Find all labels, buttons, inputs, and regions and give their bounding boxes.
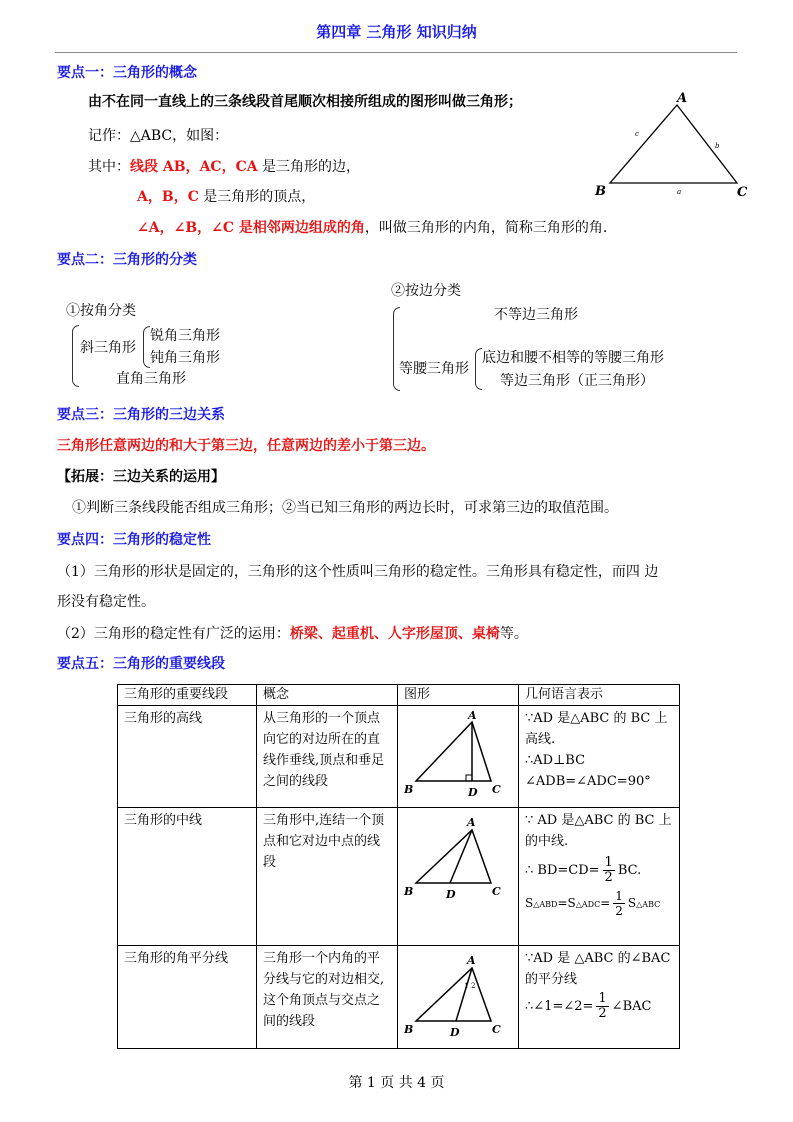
page-title: 第四章 三角形 知识归纳 bbox=[316, 23, 477, 41]
segment-concept: 三角形一个内角的平分线与它的对边相交,这个角顶点与交点之间的线段 bbox=[257, 946, 398, 1049]
text: 等。 bbox=[499, 626, 528, 642]
iso-non-equilateral: 底边和腰不相等的等腰三角形 bbox=[482, 350, 664, 366]
svg-text:1: 1 bbox=[464, 982, 469, 990]
text: ，叫做三角形的内角，简称三角形的角. bbox=[364, 220, 608, 236]
stability-p2 bbox=[57, 625, 528, 643]
svg-text:C: C bbox=[492, 783, 501, 796]
triangle-abc-figure bbox=[585, 88, 755, 203]
angles-line bbox=[137, 219, 607, 237]
text: ∴ BD=CD= bbox=[525, 863, 600, 878]
geometry-language bbox=[519, 706, 680, 808]
text: （2）三角形的稳定性有广泛的运用： bbox=[57, 626, 290, 642]
fraction: $\frac{1}{2}$ bbox=[598, 991, 607, 1021]
by-side: ②按边分类 bbox=[391, 283, 461, 299]
svg-text:A: A bbox=[467, 816, 476, 829]
figure-cell bbox=[398, 808, 519, 946]
angle-bisector-figure bbox=[404, 948, 509, 1038]
label: 其中： bbox=[88, 159, 130, 175]
equilateral: 等边三角形（正三角形） bbox=[500, 373, 654, 389]
header-cell: 图形 bbox=[398, 685, 519, 706]
stability-p1-cont: 形没有稳定性。 bbox=[57, 594, 155, 610]
header-cell: 概念 bbox=[257, 685, 398, 706]
sides: 线段 AB，AC，CA bbox=[130, 159, 258, 175]
svg-text:A: A bbox=[467, 954, 476, 967]
table-row bbox=[118, 808, 680, 946]
table-header bbox=[118, 685, 680, 706]
fraction: $\frac{1}{2}$ bbox=[604, 855, 613, 885]
altitude-figure bbox=[404, 708, 509, 798]
segment-concept: 三角形中,连结一个顶点和它对边中点的线段 bbox=[257, 808, 398, 946]
segment-name: 三角形的角平分线 bbox=[118, 946, 257, 1049]
svg-text:2: 2 bbox=[471, 982, 476, 990]
header-rule bbox=[55, 52, 737, 53]
svg-text:C: C bbox=[492, 1023, 501, 1036]
heading-3: 要点三：三角形的三边关系 bbox=[57, 407, 225, 423]
side-rule: 三角形任意两边的和大于第三边，任意两边的差小于第三边。 bbox=[57, 438, 435, 454]
geometry-language bbox=[519, 808, 680, 946]
text: BC. bbox=[617, 863, 642, 878]
brace bbox=[475, 348, 482, 390]
stability-p1: （1）三角形的形状是固定的，三角形的这个性质叫三角形的稳定性。三角形具有稳定性，而四 边 bbox=[57, 564, 659, 580]
side-a: a bbox=[677, 188, 682, 196]
line: ∴AD⊥BC bbox=[525, 753, 586, 768]
by-angle: ①按角分类 bbox=[66, 303, 136, 319]
side-b: b bbox=[715, 142, 720, 150]
text: 是三角形的边， bbox=[257, 159, 361, 175]
uses: ①判断三条线段能否组成三角形；②当已知三角形的两边长时，可求第三边的取值范围。 bbox=[72, 500, 618, 516]
figure-cell bbox=[398, 706, 519, 808]
text: 是三角形的顶点， bbox=[198, 189, 316, 205]
heading-2: 要点二：三角形的分类 bbox=[57, 252, 197, 268]
brace bbox=[72, 325, 79, 387]
scalene: 不等边三角形 bbox=[494, 307, 578, 323]
median-figure bbox=[404, 810, 509, 900]
page-footer: 第 1 页 共 4 页 bbox=[348, 1075, 445, 1091]
vertices: A，B，C bbox=[137, 189, 199, 205]
vertex-b: B bbox=[595, 184, 606, 199]
side-c: c bbox=[635, 130, 639, 138]
segment-name: 三角形的高线 bbox=[118, 706, 257, 808]
table-row bbox=[118, 706, 680, 808]
svg-text:D: D bbox=[450, 1026, 460, 1038]
line: ∵ AD 是△ABC 的 BC 上的中线. bbox=[525, 813, 672, 849]
fraction: $\frac{1}{2}$ bbox=[615, 889, 623, 918]
table-row bbox=[118, 946, 680, 1049]
sides-line bbox=[88, 158, 360, 176]
heading-5: 要点五：三角形的重要线段 bbox=[57, 656, 225, 672]
line bbox=[525, 856, 673, 885]
angles: ∠A，∠B，∠C 是相邻两边组成的角 bbox=[137, 220, 365, 236]
svg-text:B: B bbox=[404, 885, 414, 898]
notation: 记作：△ABC，如图： bbox=[88, 128, 229, 144]
segments-table bbox=[117, 684, 680, 1049]
svg-text:D: D bbox=[468, 786, 478, 798]
svg-text:B: B bbox=[404, 783, 414, 796]
line: ∵AD 是 △ABC 的∠BAC 的平分线 bbox=[525, 951, 671, 987]
line: ∴∠1=∠2= $\frac{1}{2}$ ∠BAC bbox=[525, 991, 652, 1021]
svg-text:D: D bbox=[446, 888, 456, 900]
svg-text:C: C bbox=[492, 885, 501, 898]
geometry-language bbox=[519, 946, 680, 1049]
svg-text:A: A bbox=[468, 709, 477, 722]
line: ∠ADB=∠ADC=90° bbox=[525, 774, 651, 789]
brace bbox=[393, 307, 400, 391]
oblique: 斜三角形 bbox=[80, 340, 136, 356]
vertex-a: A bbox=[677, 91, 688, 106]
segment-concept: 从三角形的一个顶点向它的对边所在的直线作垂线,顶点和垂足之间的线段 bbox=[257, 706, 398, 808]
definition: 由不在同一直线上的三条线段首尾顺次相接所组成的图形叫做三角形； bbox=[88, 94, 522, 110]
right-triangle: 直角三角形 bbox=[116, 371, 186, 387]
header-cell: 几何语言表示 bbox=[519, 685, 680, 706]
acute: 锐角三角形 bbox=[150, 328, 220, 344]
examples: 桥梁、起重机、人字形屋顶、桌椅 bbox=[289, 626, 500, 642]
heading-4: 要点四：三角形的稳定性 bbox=[57, 532, 211, 548]
extension: 【拓展：三边关系的运用】 bbox=[57, 469, 225, 485]
heading-1: 要点一：三角形的概念 bbox=[57, 65, 197, 81]
vertices-line bbox=[137, 188, 315, 206]
figure-cell bbox=[398, 946, 519, 1049]
line: ∵AD 是△ABC 的 BC 上高线. bbox=[525, 711, 668, 747]
brace bbox=[143, 326, 150, 368]
vertex-c: C bbox=[737, 185, 748, 200]
svg-text:B: B bbox=[404, 1023, 414, 1036]
line: S△ABD=S△ADC= $\frac{1}{2}$ S△ABC bbox=[525, 889, 661, 918]
isosceles: 等腰三角形 bbox=[399, 361, 469, 377]
segment-name: 三角形的中线 bbox=[118, 808, 257, 946]
obtuse: 钝角三角形 bbox=[150, 350, 220, 366]
header-cell: 三角形的重要线段 bbox=[118, 685, 257, 706]
